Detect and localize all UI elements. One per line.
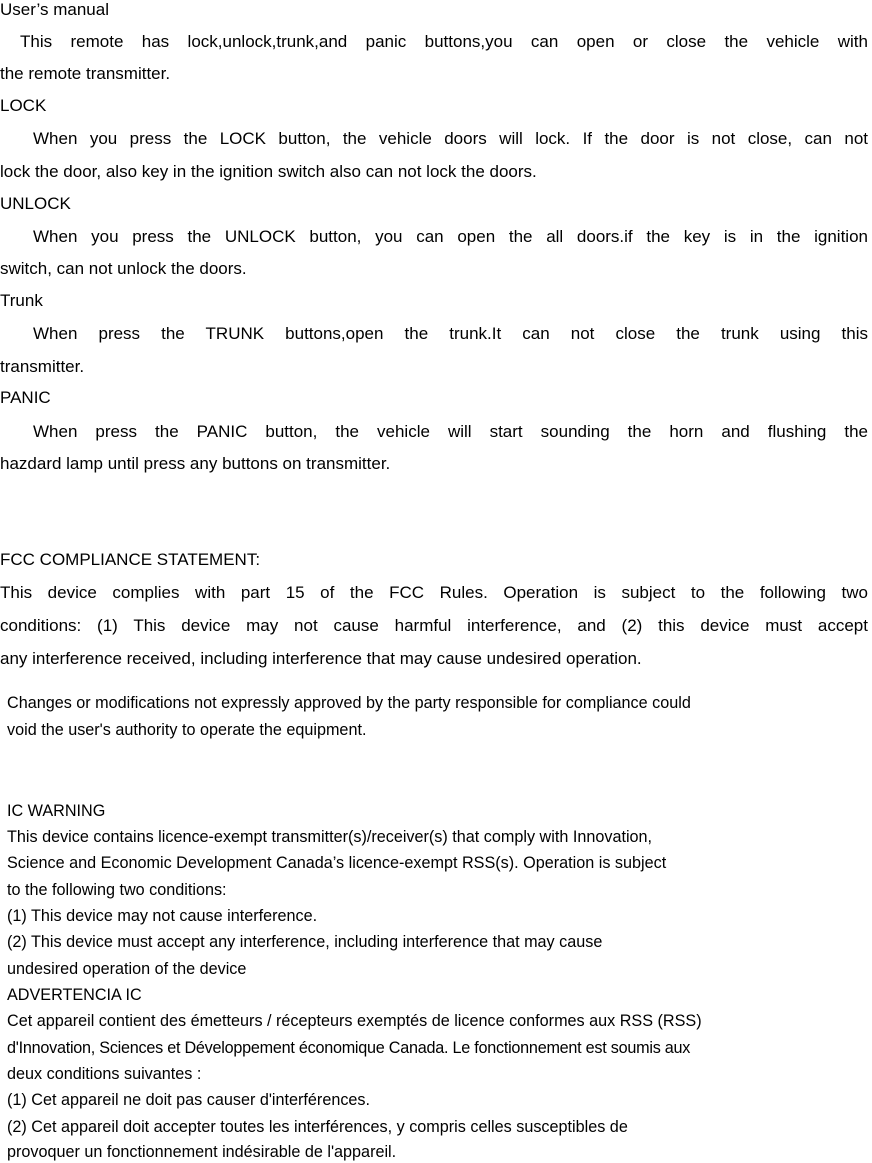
advertencia-line-5: (2) Cet appareil doit accepter toutes les interférences, y compris celles susceptibles de [7, 1118, 628, 1136]
manual-title: User’s manual [0, 0, 109, 19]
trunk-line-2: transmitter. [0, 357, 85, 376]
advertencia-line-2: d'Innovation, Sciences et Développement économique Canada. Le fonctionnement est soumis aux [7, 1039, 691, 1057]
ic-line-2: Science and Economic Development Canada’s licence-exempt RSS(s). Operation is subject [7, 854, 667, 872]
unlock-line-1: When you press the UNLOCK button, you can open the all doors.if the key is in the ignition [33, 227, 868, 246]
trunk-line-1: When press the TRUNK buttons,open the trunk.It can not close the trunk using this [33, 324, 868, 343]
fcc-line-3: any interference received, including interference that may cause undesired operation. [0, 649, 642, 668]
lock-line-1: When you press the LOCK button, the vehicle doors will lock. If the door is not close, can not [33, 129, 868, 148]
advertencia-line-3: deux conditions suivantes : [7, 1065, 202, 1083]
ic-line-4: (1) This device may not cause interference. [7, 907, 318, 925]
fcc-line-2: conditions: (1) This device may not cause harmful interference, and (2) this device must accept [0, 616, 868, 635]
ic-heading: IC WARNING [7, 802, 106, 820]
lock-heading: LOCK [0, 96, 47, 115]
unlock-line-2: switch, can not unlock the doors. [0, 259, 247, 278]
ic-line-1: This device contains licence-exempt transmitter(s)/receiver(s) that comply with Innovation, [7, 828, 653, 846]
ic-line-3: to the following two conditions: [7, 881, 227, 899]
fcc-changes-line-1: Changes or modifications not expressly approved by the party responsible for compliance could [7, 694, 691, 712]
advertencia-line-1: Cet appareil contient des émetteurs / récepteurs exemptés de licence conformes aux RSS (RSS) [7, 1012, 702, 1030]
lock-line-2: lock the door, also key in the ignition switch also can not lock the doors. [0, 162, 537, 181]
unlock-heading: UNLOCK [0, 194, 71, 213]
ic-line-5: (2) This device must accept any interference, including interference that may cause [7, 933, 603, 951]
advertencia-heading: ADVERTENCIA IC [7, 986, 142, 1004]
intro-line-2: the remote transmitter. [0, 64, 171, 83]
fcc-heading: FCC COMPLIANCE STATEMENT: [0, 550, 261, 569]
panic-line-1: When press the PANIC button, the vehicle will start sounding the horn and flushing the [33, 422, 868, 441]
advertencia-line-6: provoquer un fonctionnement indésirable de l'appareil. [7, 1143, 397, 1161]
trunk-heading: Trunk [0, 291, 43, 310]
ic-line-6: undesired operation of the device [7, 960, 247, 978]
advertencia-line-4: (1) Cet appareil ne doit pas causer d'interférences. [7, 1091, 371, 1109]
fcc-changes-line-2: void the user's authority to operate the equipment. [7, 721, 367, 739]
fcc-line-1: This device complies with part 15 of the FCC Rules. Operation is subject to the following two [0, 583, 868, 602]
intro-line-1: This remote has lock,unlock,trunk,and panic buttons,you can open or close the vehicle with [20, 32, 868, 51]
panic-line-2: hazdard lamp until press any buttons on transmitter. [0, 454, 391, 473]
panic-heading: PANIC [0, 388, 51, 407]
